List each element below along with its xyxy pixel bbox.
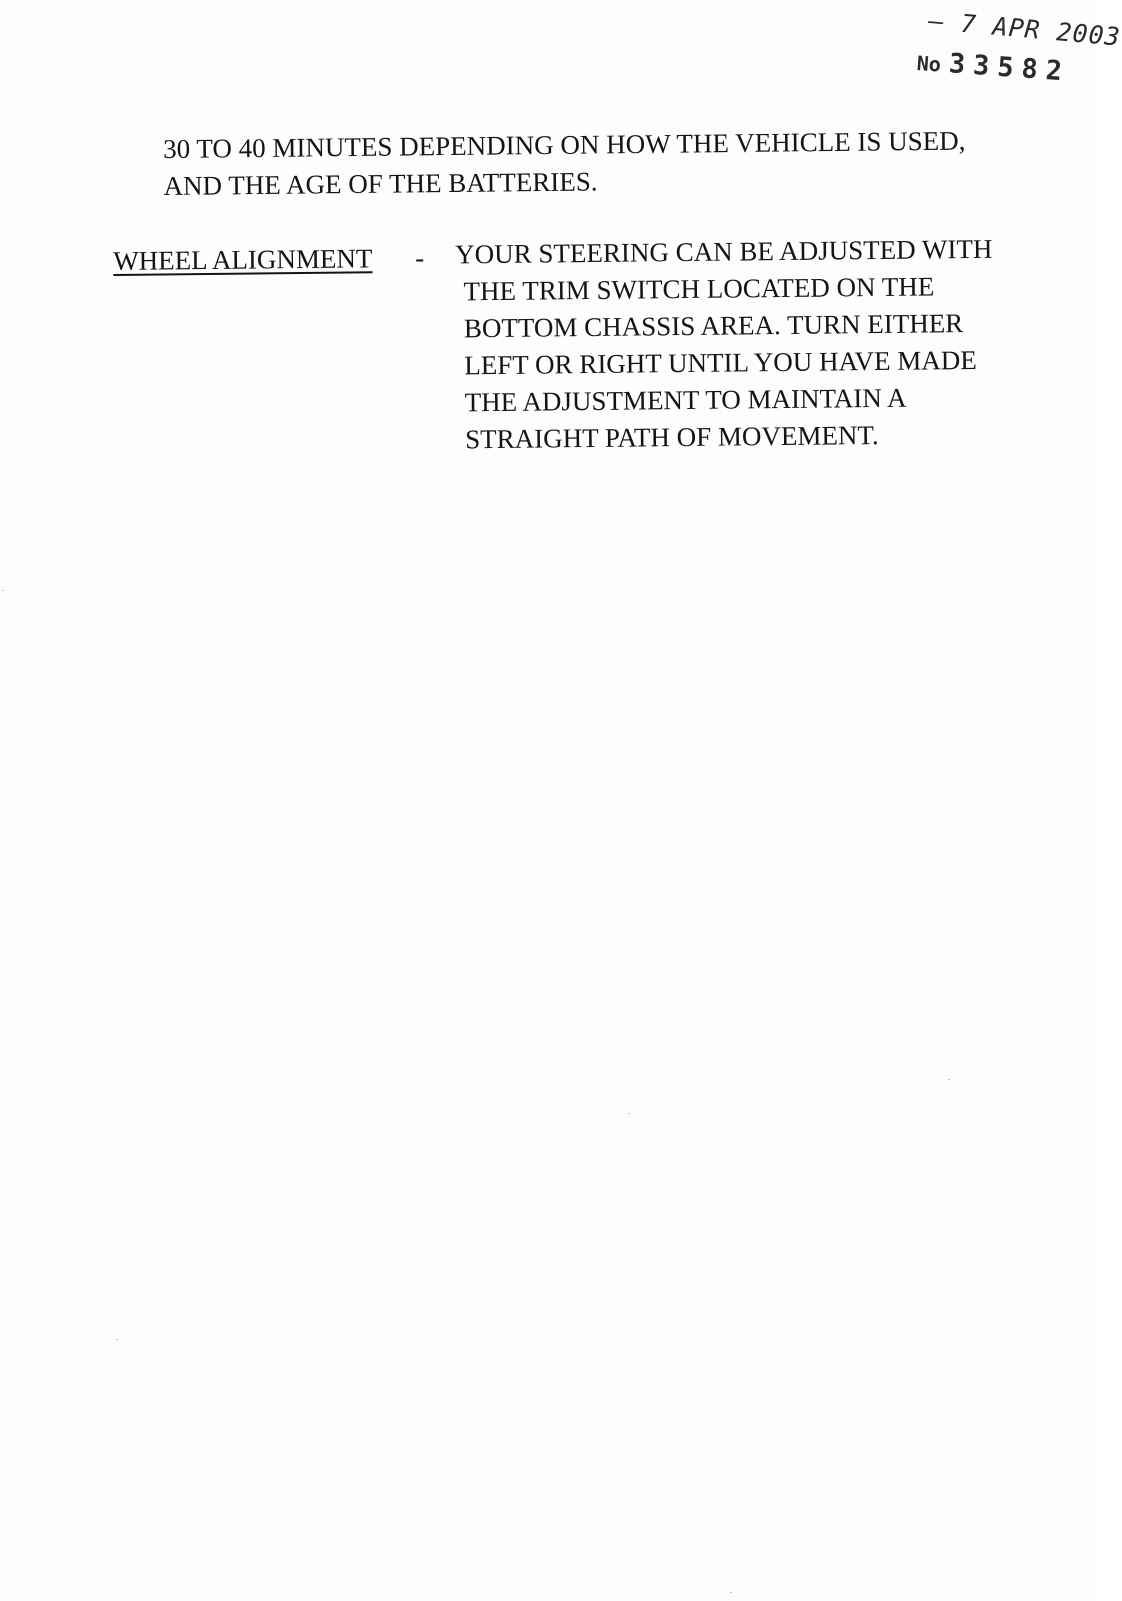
section-body-line: BOTTOM CHASSIS AREA. TURN EITHER bbox=[463, 308, 964, 344]
scan-speck bbox=[2, 590, 4, 591]
section-body-line: YOUR STEERING CAN BE ADJUSTED WITH bbox=[455, 233, 993, 270]
section-body-line: THE ADJUSTMENT TO MAINTAIN A bbox=[464, 382, 907, 418]
scan-speck bbox=[730, 1592, 732, 1593]
scan-speck bbox=[628, 1113, 630, 1114]
document-number-stamp bbox=[916, 46, 1071, 88]
number-prefix: No bbox=[915, 50, 942, 77]
section-body-line: THE TRIM SWITCH LOCATED ON THE bbox=[463, 271, 935, 307]
intro-line: AND THE AGE OF THE BATTERIES. bbox=[163, 166, 598, 201]
document-number: 33582 bbox=[947, 48, 1072, 88]
wheel-alignment-section bbox=[113, 230, 1075, 480]
received-date-stamp: – 7 APR 2003 bbox=[927, 6, 1122, 52]
section-body-line: LEFT OR RIGHT UNTIL YOU HAVE MADE bbox=[464, 344, 977, 381]
section-heading: WHEEL ALIGNMENT bbox=[113, 243, 373, 276]
section-dash: - bbox=[415, 242, 425, 273]
scan-speck bbox=[116, 1339, 118, 1340]
scan-speck bbox=[948, 1079, 950, 1080]
intro-paragraph bbox=[163, 123, 966, 205]
intro-line: 30 TO 40 MINUTES DEPENDING ON HOW THE VEHICLE IS USED, bbox=[163, 125, 966, 164]
section-body-line: STRAIGHT PATH OF MOVEMENT. bbox=[464, 419, 879, 455]
section-body bbox=[455, 231, 995, 459]
